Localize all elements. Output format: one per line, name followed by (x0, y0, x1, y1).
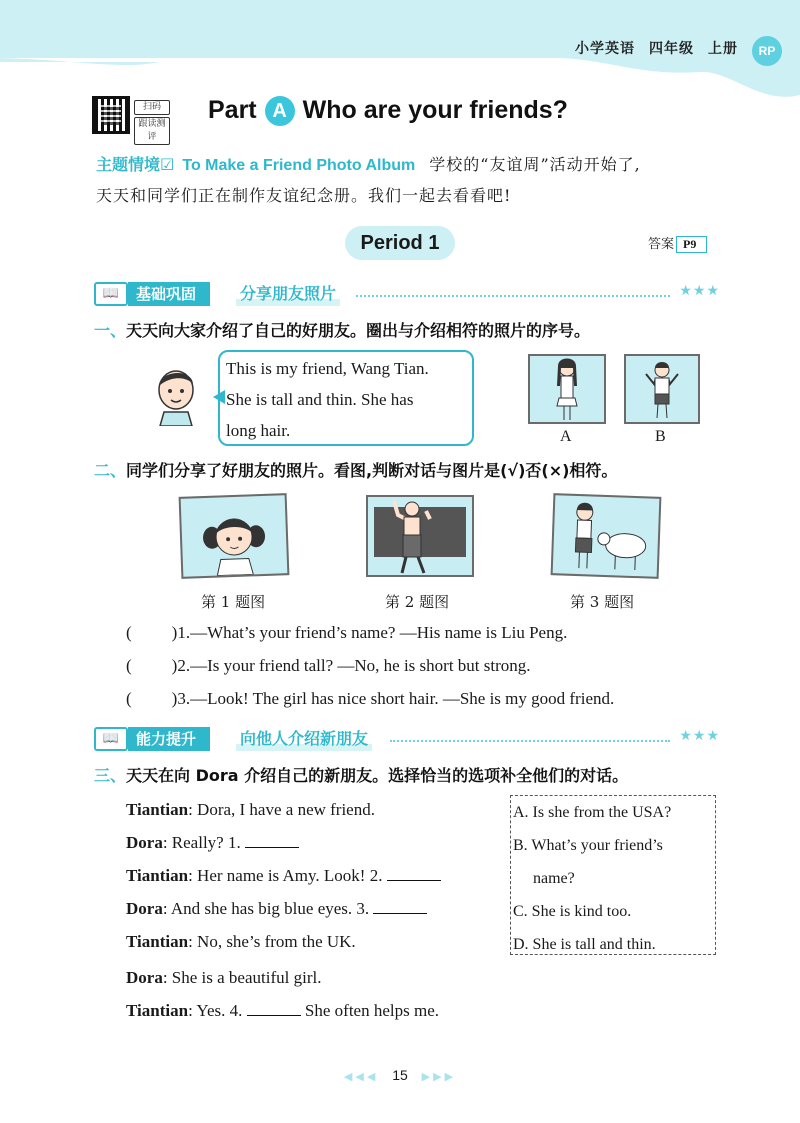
question-number: 二、 (94, 461, 127, 480)
true-false-item[interactable] (126, 656, 531, 676)
theme-chinese-1: 学校的“友谊周”活动开始了, (429, 155, 641, 174)
photo-option-b[interactable] (624, 354, 700, 424)
photo-caption: 第 3 题图 (570, 593, 635, 611)
dialogue-line (126, 833, 299, 853)
qr-code[interactable] (92, 96, 130, 134)
option-item: A. Is she from the USA? (513, 804, 672, 821)
tall-girl-illustration (530, 356, 604, 422)
publisher-logo: RP (752, 36, 782, 66)
option-item: C. She is kind too. (513, 903, 632, 920)
right-arrows-icon: ▶▶▶ (421, 1071, 457, 1083)
dialogue-text: : No, she’s from the UK. (188, 932, 356, 951)
section-advanced (94, 727, 720, 751)
speaker: Dora (126, 833, 163, 852)
item-text: —Is your friend tall? —No, he is short but strong. (190, 656, 531, 675)
difficulty-stars: ★★★ (679, 728, 720, 744)
section-basic (94, 282, 720, 306)
question-1-prompt (94, 318, 590, 341)
dialogue-line (126, 932, 356, 952)
dialogue-text: : Really? (162, 833, 228, 852)
blank-number: 1. (227, 833, 241, 852)
dialogue-line (126, 866, 441, 886)
blank-number: 4. (229, 1001, 243, 1020)
photo-question-3 (551, 493, 662, 579)
page-footer (0, 1067, 800, 1083)
difficulty-stars: ★★★ (679, 283, 720, 299)
girl-with-sheep-illustration (553, 495, 660, 577)
dialogue-text: : She is a beautiful girl. (162, 968, 322, 987)
answer-open-paren: ( (126, 623, 132, 642)
dialogue-text: She often helps me. (300, 1001, 439, 1020)
speaker: Tiantian (126, 932, 189, 951)
header-grade: 四年级 (649, 41, 694, 57)
question-3-prompt (94, 763, 628, 786)
photo-caption: 第 1 题图 (201, 593, 266, 611)
item-text: —What’s your friend’s name? —His name is Liu Peng. (190, 623, 568, 642)
scan-line1: 扫码 (134, 100, 170, 115)
boy-avatar-illustration (150, 362, 202, 426)
part-prefix: Part (208, 96, 257, 124)
item-number: )3. (171, 689, 191, 708)
option-b-label: B (655, 428, 666, 445)
section-label: 基础巩固 (128, 282, 210, 306)
blank-number: 3. (356, 899, 370, 918)
question-text: 天天在向 Dora 介绍自己的新朋友。选择恰当的选项补全他们的对话。 (126, 766, 629, 785)
header-term: 上册 (708, 41, 738, 57)
strong-boy-illustration (368, 497, 472, 575)
bubble-line: long hair. (226, 421, 291, 440)
girl-pigtails-illustration (181, 495, 288, 577)
period-badge: Period 1 (345, 226, 455, 260)
speech-bubble (218, 350, 474, 446)
speaker: Dora (126, 899, 163, 918)
dialogue-line (126, 800, 375, 820)
bubble-line: This is my friend, Wang Tian. (226, 359, 429, 378)
book-icon: 📖 (94, 282, 128, 306)
strong-girl-illustration (626, 356, 698, 422)
section-subtitle: 分享朋友照片 (236, 282, 340, 306)
scan-line2: 跟读测评 (134, 117, 170, 145)
item-number: )1. (171, 623, 191, 642)
section-divider (356, 295, 670, 297)
title-text: Who are your friends? (302, 96, 568, 124)
answer-ref (648, 233, 707, 253)
photo-caption: 第 2 题图 (385, 593, 450, 611)
theme-tag: 主题情境☑ (96, 155, 175, 174)
options-box (510, 795, 716, 955)
dialogue-line (126, 1001, 439, 1021)
dialogue-text: : Dora, I have a new friend. (188, 800, 375, 819)
part-letter-badge: A (265, 96, 295, 126)
left-arrows-icon: ◀◀◀ (343, 1071, 379, 1083)
answer-blank-4[interactable] (247, 1002, 301, 1016)
question-text: 天天向大家介绍了自己的好朋友。圈出与介绍相符的照片的序号。 (126, 321, 591, 340)
answer-blank-2[interactable] (387, 867, 441, 881)
header-info (561, 38, 738, 58)
answer-label: 答案 (648, 237, 675, 252)
theme-chinese-2: 天天和同学们正在制作友谊纪念册。我们一起去看看吧! (96, 186, 512, 205)
scan-label (134, 100, 170, 147)
option-item: B. What’s your friend’s (513, 837, 663, 854)
speaker: Tiantian (126, 800, 189, 819)
true-false-item[interactable] (126, 623, 567, 643)
section-label: 能力提升 (128, 727, 210, 751)
photo-option-a[interactable] (528, 354, 606, 424)
item-text: —Look! The girl has nice short hair. —She is my good friend. (190, 689, 615, 708)
question-text: 同学们分享了好朋友的照片。看图,判断对话与图片是(√)否(×)相符。 (126, 461, 618, 480)
theme-english: To Make a Friend Photo Album (182, 157, 416, 174)
option-item: name? (533, 870, 575, 887)
section-divider (390, 740, 670, 742)
dialogue-text: : Yes. (188, 1001, 230, 1020)
dialogue-line (126, 899, 427, 919)
speaker: Dora (126, 968, 163, 987)
answer-blank-3[interactable] (373, 900, 427, 914)
speaker: Tiantian (126, 1001, 189, 1020)
option-item: D. She is tall and thin. (513, 936, 656, 953)
answer-blank-1[interactable] (245, 834, 299, 848)
book-icon: 📖 (94, 727, 128, 751)
theme-intro (96, 150, 716, 211)
photo-question-2 (366, 495, 474, 577)
question-number: 三、 (94, 766, 127, 785)
question-2-prompt (94, 458, 617, 481)
photo-question-1 (179, 493, 290, 579)
item-number: )2. (171, 656, 191, 675)
answer-open-paren: ( (126, 656, 132, 675)
speaker: Tiantian (126, 866, 189, 885)
bubble-line: She is tall and thin. She has (226, 390, 414, 409)
page-title (208, 96, 568, 126)
blank-number: 2. (369, 866, 383, 885)
answer-page: P9 (676, 236, 707, 253)
dialogue-text: : Her name is Amy. Look! (188, 866, 370, 885)
page-number: 15 (392, 1067, 408, 1083)
dialogue-text: : And she has big blue eyes. (162, 899, 357, 918)
section-subtitle: 向他人介绍新朋友 (236, 727, 372, 751)
header-subject: 小学英语 (575, 41, 635, 57)
answer-open-paren: ( (126, 689, 132, 708)
question-number: 一、 (94, 321, 127, 340)
true-false-item[interactable] (126, 689, 614, 709)
option-a-label: A (560, 428, 572, 445)
dialogue-line (126, 968, 321, 988)
